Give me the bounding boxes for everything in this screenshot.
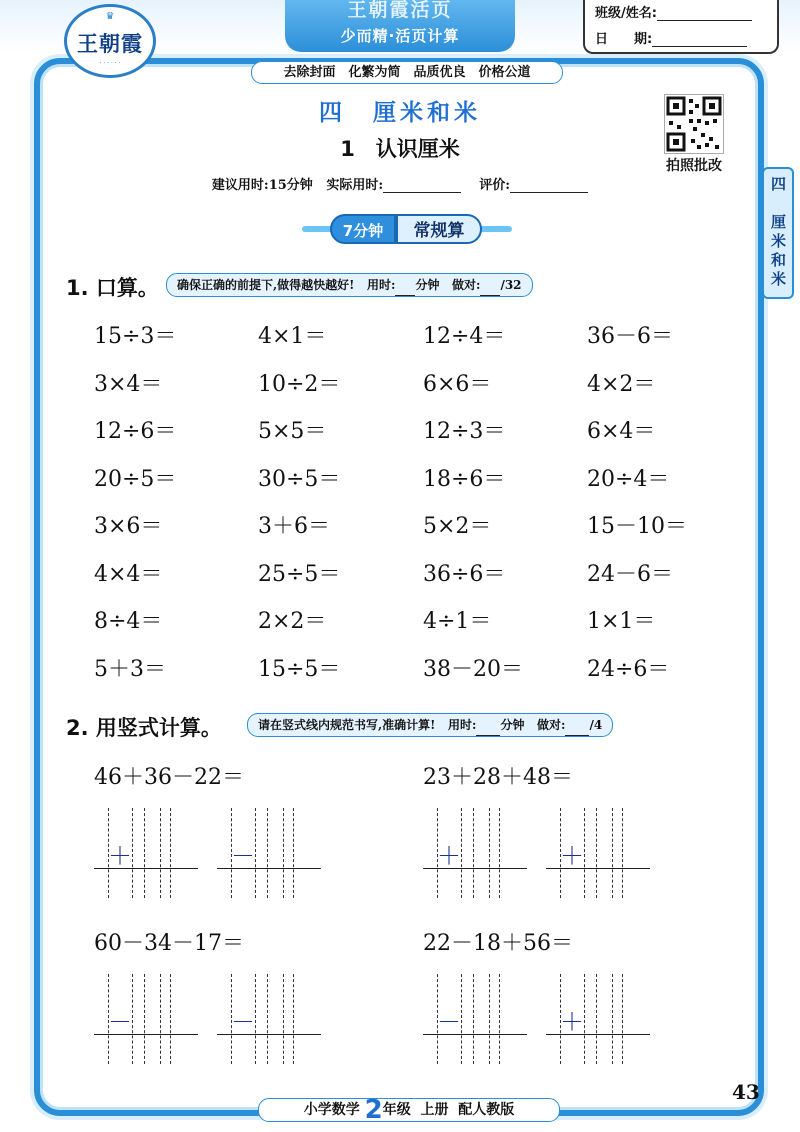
badge-label: 常规算 — [396, 214, 482, 244]
vertical-calc-frame[interactable] — [423, 808, 527, 898]
oral-problem[interactable]: 36－6＝ — [587, 324, 673, 349]
logo-tagline-icon: · · · · · · — [99, 60, 121, 67]
q1-correct-blank[interactable] — [480, 283, 500, 296]
oral-problem[interactable]: 30÷5＝ — [258, 466, 341, 492]
column-guide-line — [255, 808, 256, 898]
actual-time-blank[interactable] — [383, 179, 461, 193]
q2-correct-label: 做对: — [537, 718, 566, 732]
column-guide-line — [267, 808, 268, 898]
column-guide-line — [144, 808, 145, 898]
oral-problem[interactable]: 20÷5＝ — [94, 466, 177, 492]
operator-sign: － — [437, 1008, 461, 1036]
section-badge — [330, 214, 482, 244]
q1-hint: 确保正确的前提下,做得越快越好! — [177, 278, 355, 292]
column-guide-line — [132, 974, 133, 1064]
oral-problem[interactable]: 12÷6＝ — [94, 419, 177, 444]
student-info-box — [583, 0, 779, 54]
rating-blank[interactable] — [510, 179, 588, 193]
lesson-title: 1 认识厘米 — [340, 137, 460, 161]
brand-logo-text: 王朝霞 — [77, 31, 143, 56]
column-guide-line — [461, 974, 462, 1064]
column-guide-line — [255, 974, 256, 1064]
column-guide-line — [267, 974, 268, 1064]
oral-problem[interactable]: 15÷5＝ — [258, 656, 341, 682]
q2-correct-total: /4 — [589, 718, 603, 732]
oral-problem[interactable]: 12÷4＝ — [423, 324, 506, 349]
oral-problem[interactable]: 5×5＝ — [258, 419, 327, 444]
column-guide-line — [612, 808, 613, 898]
series-subtitle: 少而精·活页计算 — [340, 27, 460, 45]
oral-problem[interactable]: 24－6＝ — [587, 561, 673, 587]
q1-correct-total: /32 — [500, 278, 522, 292]
oral-problem[interactable]: 10÷2＝ — [258, 371, 341, 397]
motto: 去除封面 化繁为简 品质优良 价格公道 — [251, 61, 563, 84]
q1-hint-box — [166, 273, 533, 297]
date-row — [595, 28, 747, 47]
rating-label: 评价: — [479, 178, 511, 193]
vertical-calc-frame[interactable] — [423, 974, 527, 1064]
operator-sign: ＋ — [108, 842, 132, 870]
column-guide-line — [584, 974, 585, 1064]
oral-problem[interactable]: 8÷4＝ — [94, 609, 163, 634]
vertical-calc-frame[interactable] — [546, 974, 650, 1064]
unit-title: 四 厘米和米 — [319, 100, 481, 126]
column-guide-line — [584, 808, 585, 898]
vertical-calc-frame[interactable] — [546, 808, 650, 898]
class-name-blank[interactable] — [657, 8, 752, 21]
q2-hint-box — [247, 713, 613, 737]
q1-title: 1. 口算。 — [66, 276, 159, 300]
actual-time-label: 实际用时: — [326, 178, 384, 193]
oral-problem[interactable]: 1×1＝ — [587, 609, 656, 634]
q1-time-label: 用时: — [367, 278, 396, 292]
column-guide-line — [170, 974, 171, 1064]
oral-problem[interactable]: 4×1＝ — [258, 324, 327, 349]
oral-problem[interactable]: 3×6＝ — [94, 514, 163, 539]
column-guide-line — [144, 974, 145, 1064]
vertical-calc-frame[interactable] — [94, 974, 198, 1064]
qr-label: 拍照批改 — [666, 158, 722, 174]
column-guide-line — [596, 974, 597, 1064]
column-guide-line — [160, 974, 161, 1064]
footer-subject: 小学数学 — [303, 1102, 360, 1118]
oral-problem[interactable]: 4×2＝ — [587, 371, 656, 397]
q1-time-blank[interactable] — [395, 283, 415, 296]
side-tab: 四 厘米和米 — [762, 167, 794, 299]
oral-problem[interactable]: 20÷4＝ — [587, 466, 670, 492]
q1-time-unit: 分钟 — [415, 278, 440, 292]
class-name-label: 班级/姓名: — [595, 6, 657, 21]
operator-sign: ＋ — [437, 842, 461, 870]
q2-hint: 请在竖式线内规范书写,准确计算! — [258, 718, 436, 732]
column-guide-line — [622, 808, 623, 898]
vertical-problem-expression: 60－34－17＝ — [94, 931, 244, 956]
oral-problem[interactable]: 36÷6＝ — [423, 561, 506, 587]
vertical-calc-frame[interactable] — [217, 974, 321, 1064]
column-guide-line — [473, 974, 474, 1064]
oral-problem[interactable]: 4×4＝ — [94, 561, 163, 587]
oral-problem[interactable]: 2×2＝ — [258, 609, 327, 634]
oral-problem[interactable]: 15－10＝ — [587, 514, 687, 539]
series-banner — [285, 0, 515, 52]
oral-problem[interactable]: 25÷5＝ — [258, 561, 341, 587]
operator-sign: － — [231, 842, 255, 870]
operator-sign: － — [108, 1008, 132, 1036]
oral-problem[interactable]: 5×2＝ — [423, 514, 492, 539]
operator-sign: － — [231, 1008, 255, 1036]
class-name-row — [595, 2, 752, 21]
page-number: 43 — [732, 1080, 760, 1104]
column-guide-line — [293, 808, 294, 898]
footer-grade-label: 年级 — [382, 1102, 411, 1118]
oral-problem[interactable]: 6×4＝ — [587, 419, 656, 444]
q2-time-unit: 分钟 — [500, 718, 525, 732]
footer-edition: 配人教版 — [458, 1102, 515, 1118]
footer-volume: 上册 — [420, 1102, 449, 1118]
oral-problem[interactable]: 15÷3＝ — [94, 324, 177, 349]
series-title: 王朝霞活页 — [347, 0, 453, 21]
column-guide-line — [489, 808, 490, 898]
oral-problem[interactable]: 4÷1＝ — [423, 609, 492, 634]
column-guide-line — [499, 974, 500, 1064]
oral-problem[interactable]: 12÷3＝ — [423, 419, 506, 444]
qr-code-icon[interactable] — [664, 94, 724, 154]
date-blank[interactable] — [652, 34, 747, 47]
vertical-calc-frame[interactable] — [217, 808, 321, 898]
q2-time-label: 用时: — [448, 718, 477, 732]
oral-problem[interactable]: 3×4＝ — [94, 371, 163, 397]
column-guide-line — [596, 808, 597, 898]
column-guide-line — [499, 808, 500, 898]
footer-bar — [258, 1095, 560, 1125]
oral-problem[interactable]: 5＋3＝ — [94, 656, 166, 682]
q2-title: 2. 用竖式计算。 — [66, 716, 222, 740]
operator-sign: ＋ — [560, 1008, 584, 1036]
column-guide-line — [473, 808, 474, 898]
column-guide-line — [489, 974, 490, 1064]
suggested-time: 建议用时:15分钟 — [211, 178, 313, 193]
column-guide-line — [283, 974, 284, 1064]
column-guide-line — [612, 974, 613, 1064]
badge-minutes: 7分钟 — [330, 214, 396, 244]
footer-grade: 2 — [364, 1095, 383, 1125]
vertical-problem-expression: 46＋36－22＝ — [94, 765, 244, 790]
column-guide-line — [170, 808, 171, 898]
q1-correct-label: 做对: — [452, 278, 481, 292]
oral-problem[interactable]: 38－20＝ — [423, 656, 523, 682]
operator-sign: ＋ — [560, 842, 584, 870]
timing-bar — [0, 174, 800, 193]
vertical-problem-expression: 23＋28＋48＝ — [423, 765, 573, 790]
oral-problem[interactable]: 3＋6＝ — [258, 514, 330, 539]
vertical-calc-frame[interactable] — [94, 808, 198, 898]
column-guide-line — [283, 808, 284, 898]
column-guide-line — [461, 808, 462, 898]
column-guide-line — [293, 974, 294, 1064]
brand-logo — [64, 4, 156, 78]
date-label: 日 期: — [595, 32, 653, 47]
crown-icon: ♛ — [105, 11, 115, 22]
column-guide-line — [132, 808, 133, 898]
q2-time-blank[interactable] — [476, 723, 500, 736]
column-guide-line — [160, 808, 161, 898]
oral-problem[interactable]: 6×6＝ — [423, 371, 492, 397]
column-guide-line — [622, 974, 623, 1064]
oral-problem[interactable]: 18÷6＝ — [423, 466, 506, 492]
vertical-problem-expression: 22－18＋56＝ — [423, 931, 573, 956]
oral-problem[interactable]: 24÷6＝ — [587, 656, 670, 682]
q2-correct-blank[interactable] — [565, 723, 589, 736]
